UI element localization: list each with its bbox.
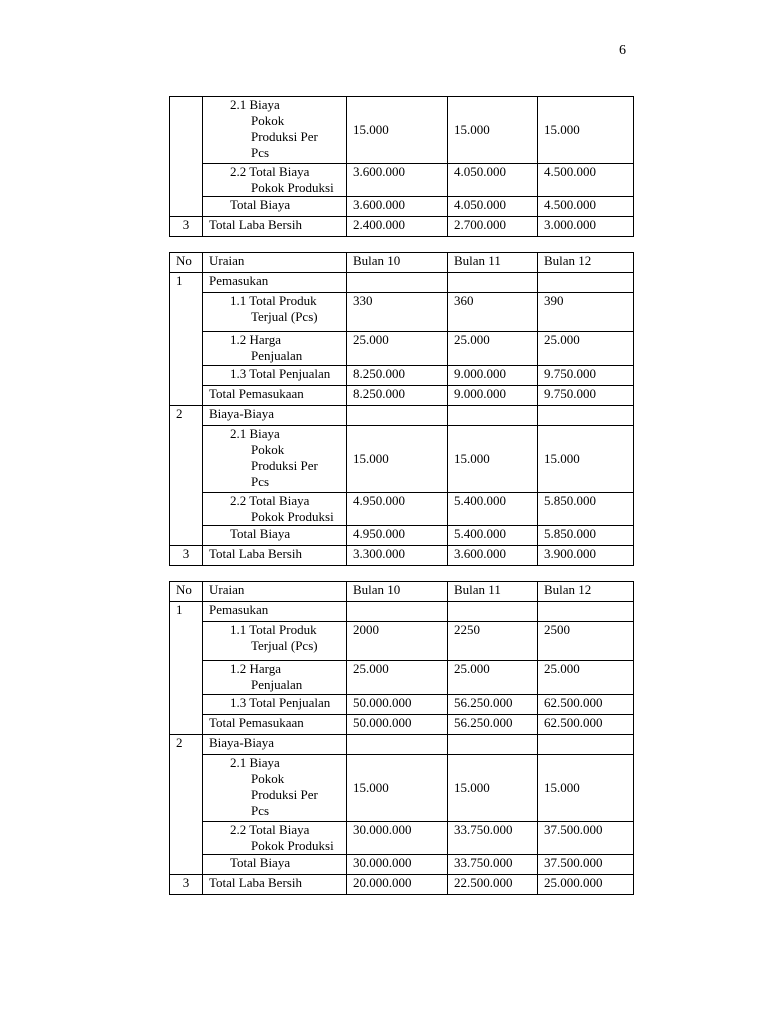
header-no: No — [170, 582, 203, 602]
table-row — [170, 217, 634, 237]
value-cell: 15.000 — [538, 755, 634, 822]
section-label: Biaya-Biaya — [203, 406, 347, 426]
table-continuation — [169, 96, 634, 237]
header-month: Bulan 10 — [347, 253, 448, 273]
value-cell: 3.300.000 — [347, 546, 448, 566]
value-cell: 2500 — [538, 622, 634, 661]
row-label: Total Laba Bersih — [203, 546, 347, 566]
no-cell — [170, 97, 203, 217]
table-row — [170, 426, 634, 493]
row-label: 2.1 Biaya Pokok Produksi Per Pcs — [203, 755, 347, 822]
value-cell: 2000 — [347, 622, 448, 661]
value-cell: 56.250.000 — [448, 695, 538, 715]
section-label: Pemasukan — [203, 273, 347, 293]
section-label: Biaya-Biaya — [203, 735, 347, 755]
value-cell: 4.950.000 — [347, 493, 448, 526]
header-month: Bulan 12 — [538, 253, 634, 273]
value-cell: 3.600.000 — [347, 197, 448, 217]
value-cell: 15.000 — [538, 97, 634, 164]
no-cell: 1 — [170, 273, 203, 406]
header-uraian: Uraian — [203, 582, 347, 602]
table-row — [170, 661, 634, 695]
value-cell: 3.000.000 — [538, 217, 634, 237]
table-row — [170, 273, 634, 293]
value-cell: 9.000.000 — [448, 366, 538, 386]
row-label: Total Pemasukaan — [203, 386, 347, 406]
header-month: Bulan 12 — [538, 582, 634, 602]
row-label: 2.2 Total Biaya Pokok Produksi — [203, 164, 347, 197]
value-cell: 2.700.000 — [448, 217, 538, 237]
table-row — [170, 622, 634, 661]
table-row — [170, 735, 634, 755]
header-month: Bulan 10 — [347, 582, 448, 602]
value-cell: 62.500.000 — [538, 715, 634, 735]
value-cell: 25.000 — [538, 661, 634, 695]
value-cell: 30.000.000 — [347, 855, 448, 875]
row-label: Total Laba Bersih — [203, 875, 347, 895]
row-label: 2.2 Total Biaya Pokok Produksi — [203, 822, 347, 855]
value-cell: 8.250.000 — [347, 386, 448, 406]
no-cell: 2 — [170, 406, 203, 546]
value-cell: 62.500.000 — [538, 695, 634, 715]
value-cell: 15.000 — [448, 426, 538, 493]
table-income-statement-3 — [169, 581, 634, 895]
value-cell: 50.000.000 — [347, 715, 448, 735]
value-cell: 25.000 — [448, 661, 538, 695]
table-header-row — [170, 253, 634, 273]
value-cell: 5.850.000 — [538, 526, 634, 546]
value-cell: 4.050.000 — [448, 197, 538, 217]
table-header-row — [170, 582, 634, 602]
value-cell: 15.000 — [347, 97, 448, 164]
value-cell: 37.500.000 — [538, 855, 634, 875]
table-row — [170, 197, 634, 217]
row-label: 2.1 Biaya Pokok Produksi Per Pcs — [203, 426, 347, 493]
value-cell: 5.400.000 — [448, 493, 538, 526]
table-row — [170, 695, 634, 715]
table-row — [170, 406, 634, 426]
no-cell: 1 — [170, 602, 203, 735]
no-cell: 3 — [170, 217, 203, 237]
row-label: 1.3 Total Penjualan — [203, 695, 347, 715]
row-label: Total Biaya — [203, 855, 347, 875]
row-label: 1.2 Harga Penjualan — [203, 661, 347, 695]
value-cell: 2.400.000 — [347, 217, 448, 237]
value-cell: 22.500.000 — [448, 875, 538, 895]
table-row — [170, 493, 634, 526]
no-cell: 3 — [170, 875, 203, 895]
value-cell: 5.850.000 — [538, 493, 634, 526]
value-cell: 50.000.000 — [347, 695, 448, 715]
value-cell: 33.750.000 — [448, 855, 538, 875]
value-cell: 15.000 — [448, 755, 538, 822]
row-label: 1.3 Total Penjualan — [203, 366, 347, 386]
value-cell: 5.400.000 — [448, 526, 538, 546]
header-month: Bulan 11 — [448, 582, 538, 602]
value-cell: 330 — [347, 293, 448, 332]
table-row — [170, 715, 634, 735]
value-cell: 25.000 — [347, 332, 448, 366]
value-cell: 15.000 — [347, 426, 448, 493]
table-row — [170, 386, 634, 406]
value-cell: 25.000 — [347, 661, 448, 695]
page-number: 6 — [619, 43, 626, 58]
row-label: Total Pemasukaan — [203, 715, 347, 735]
no-cell: 2 — [170, 735, 203, 875]
row-label: 1.2 Harga Penjualan — [203, 332, 347, 366]
value-cell: 360 — [448, 293, 538, 332]
value-cell: 33.750.000 — [448, 822, 538, 855]
value-cell: 390 — [538, 293, 634, 332]
row-label: Total Biaya — [203, 197, 347, 217]
table-row — [170, 332, 634, 366]
value-cell: 15.000 — [347, 755, 448, 822]
value-cell: 8.250.000 — [347, 366, 448, 386]
row-label: Total Laba Bersih — [203, 217, 347, 237]
value-cell: 9.000.000 — [448, 386, 538, 406]
table-row — [170, 366, 634, 386]
value-cell: 2250 — [448, 622, 538, 661]
table-row — [170, 755, 634, 822]
value-cell: 15.000 — [538, 426, 634, 493]
row-label: 2.2 Total Biaya Pokok Produksi — [203, 493, 347, 526]
value-cell: 4.500.000 — [538, 164, 634, 197]
section-label: Pemasukan — [203, 602, 347, 622]
value-cell: 9.750.000 — [538, 386, 634, 406]
table-row — [170, 855, 634, 875]
value-cell: 25.000 — [538, 332, 634, 366]
table-income-statement-2 — [169, 252, 634, 566]
table-row — [170, 97, 634, 164]
value-cell: 4.950.000 — [347, 526, 448, 546]
value-cell: 25.000 — [448, 332, 538, 366]
table-row — [170, 164, 634, 197]
value-cell: 56.250.000 — [448, 715, 538, 735]
value-cell: 15.000 — [448, 97, 538, 164]
header-month: Bulan 11 — [448, 253, 538, 273]
value-cell: 3.600.000 — [347, 164, 448, 197]
row-label: 2.1 Biaya Pokok Produksi Per Pcs — [203, 97, 347, 164]
value-cell: 9.750.000 — [538, 366, 634, 386]
value-cell: 30.000.000 — [347, 822, 448, 855]
value-cell: 4.050.000 — [448, 164, 538, 197]
no-cell: 3 — [170, 546, 203, 566]
value-cell: 4.500.000 — [538, 197, 634, 217]
header-no: No — [170, 253, 203, 273]
header-uraian: Uraian — [203, 253, 347, 273]
table-row — [170, 293, 634, 332]
row-label: 1.1 Total Produk Terjual (Pcs) — [203, 293, 347, 332]
row-label: 1.1 Total Produk Terjual (Pcs) — [203, 622, 347, 661]
value-cell: 25.000.000 — [538, 875, 634, 895]
value-cell: 3.600.000 — [448, 546, 538, 566]
table-row — [170, 546, 634, 566]
table-row — [170, 526, 634, 546]
value-cell: 3.900.000 — [538, 546, 634, 566]
table-row — [170, 875, 634, 895]
row-label: Total Biaya — [203, 526, 347, 546]
table-row — [170, 822, 634, 855]
value-cell: 20.000.000 — [347, 875, 448, 895]
table-row — [170, 602, 634, 622]
value-cell: 37.500.000 — [538, 822, 634, 855]
